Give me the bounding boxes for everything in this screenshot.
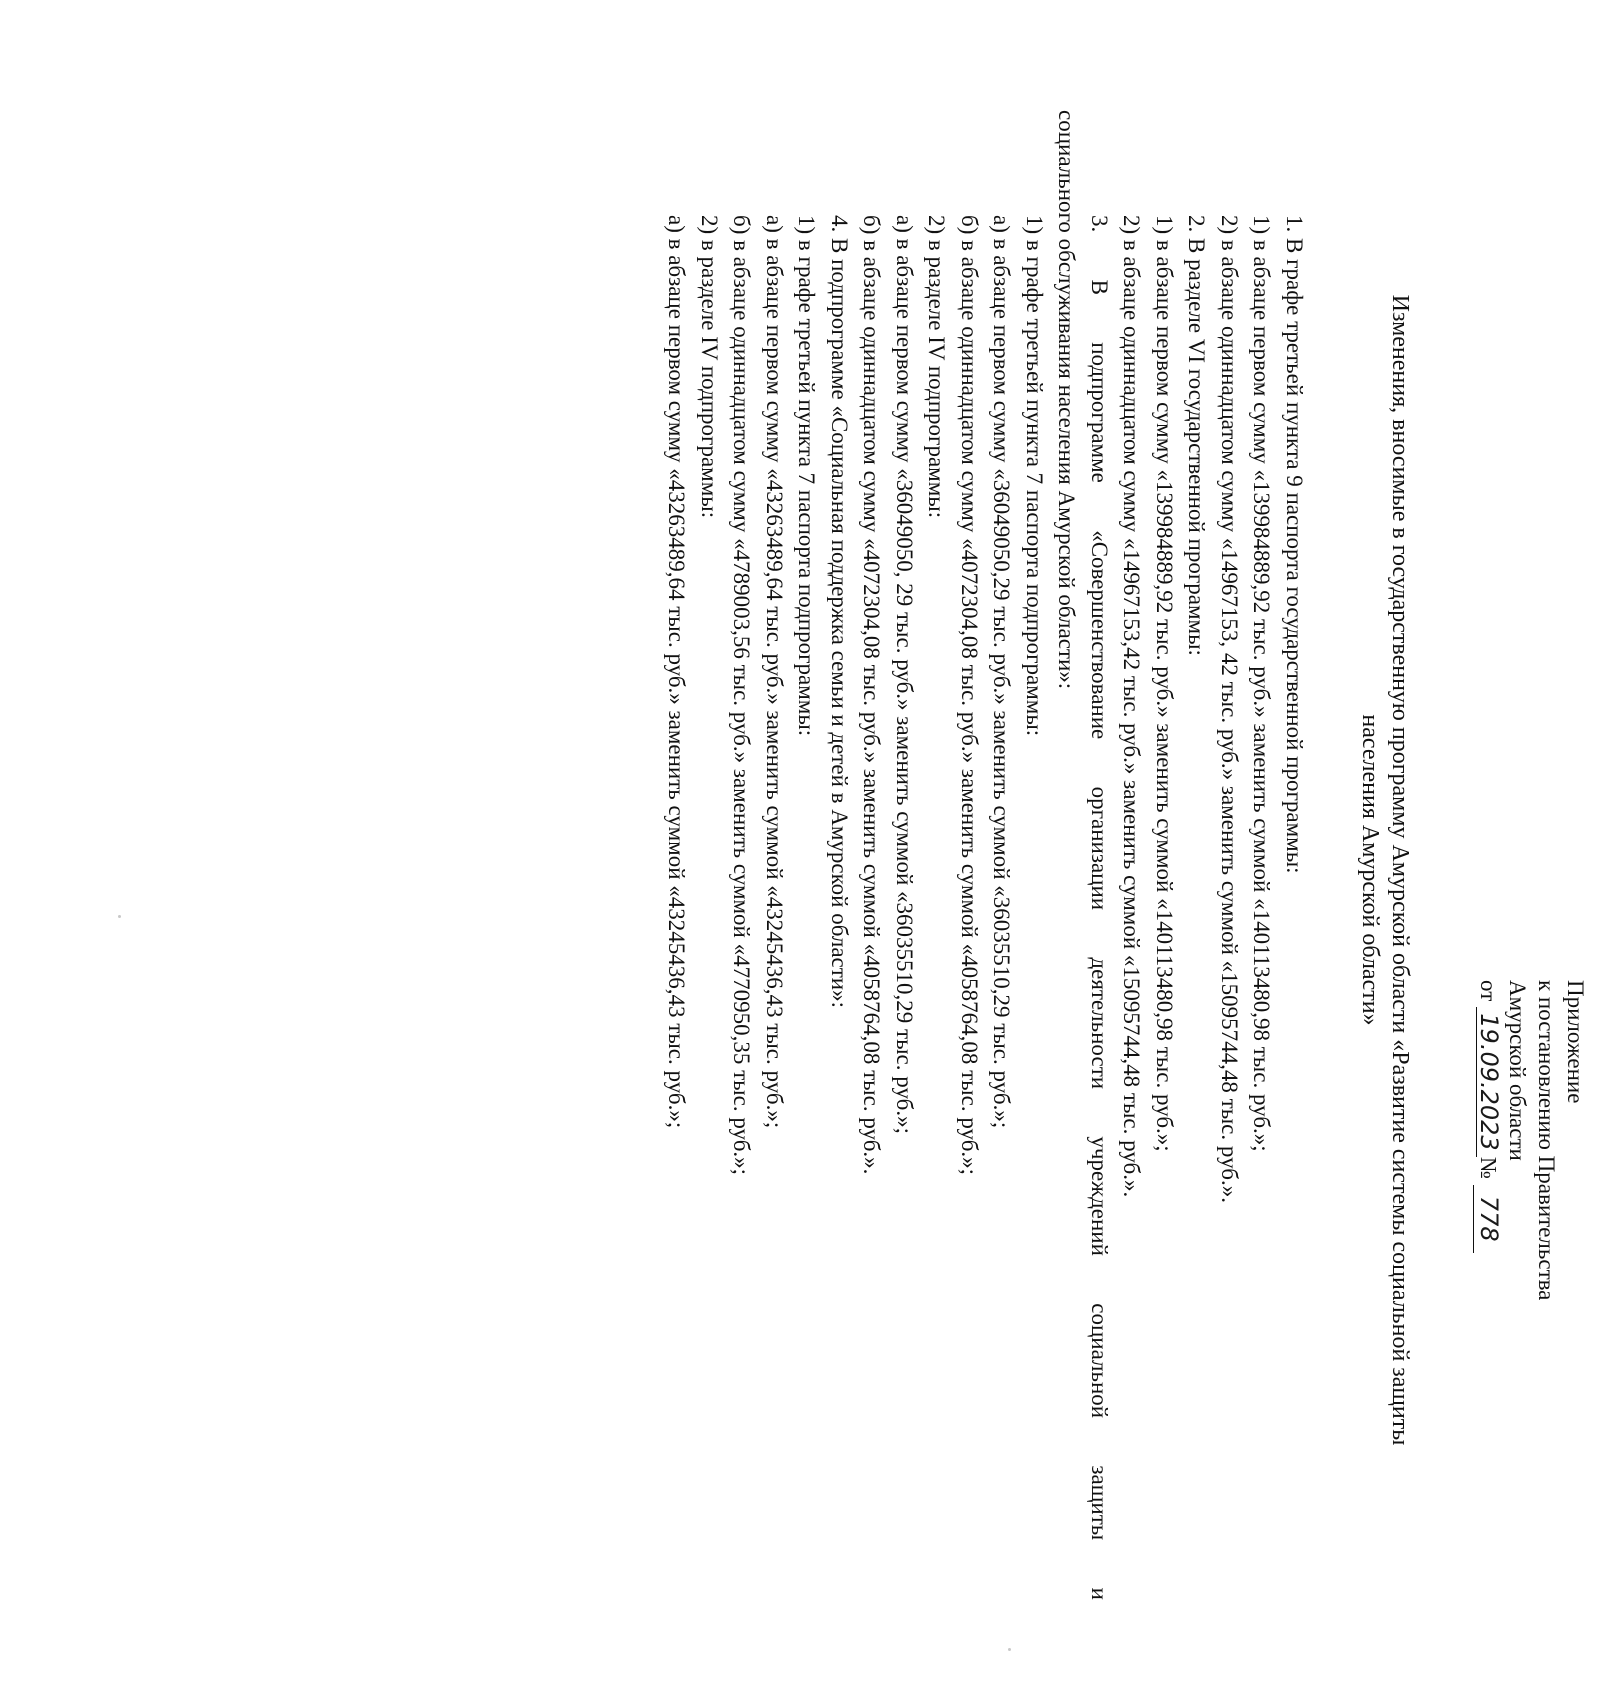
word: подпрограмме xyxy=(1087,342,1112,483)
body-line-justified xyxy=(1083,110,1116,1600)
body-line: а) в абзаце первом сумму «36049050, 29 тыс. руб.» заменить суммой «36035510,29 тыс. руб.»; xyxy=(892,215,917,1134)
body-line: 4. В подпрограмме «Социальная поддержка семьи и детей в Амурской области»: xyxy=(827,215,852,1008)
word: и xyxy=(1087,1587,1112,1600)
approval-date: 19.09.2023 xyxy=(1476,1007,1501,1157)
body-line: б) в абзаце одиннадцатом сумму «4072304,08 тыс. руб.» заменить суммой «4058764,08 тыс. руб.»; xyxy=(957,215,982,1176)
body-line: а) в абзаце первом сумму «43263489,64 тыс. руб.» заменить суммой «43245436,43 тыс. руб.»; xyxy=(762,215,787,1129)
body-line: 2) в абзаце одиннадцатом сумму «14967153,42 тыс. руб.» заменить суммой «15095744,48 тыс. руб.». xyxy=(1119,215,1145,1198)
approval-date-line xyxy=(1473,980,1503,1580)
document-page xyxy=(620,110,1600,1600)
body-line: 2) в разделе IV подпрограммы: xyxy=(924,215,950,519)
word: «Совершенствование xyxy=(1087,530,1112,740)
body-line: 1) в абзаце первом сумму «139984889,92 тыс. руб.» заменить суммой «140113480,98 тыс. руб.»; xyxy=(1249,215,1275,1152)
rotated-scan xyxy=(620,110,1600,1600)
body-line: 1) в графе третьей пункта 7 паспорта подпрограммы: xyxy=(1022,215,1047,737)
approval-number: 778 xyxy=(1473,1185,1503,1253)
body-line: 2) в абзаце одиннадцатом сумму «14967153, 42 тыс. руб.» заменить суммой «15095744,48 тыс. руб.». xyxy=(1217,215,1242,1203)
word: социальной xyxy=(1087,1303,1112,1419)
word: деятельности xyxy=(1087,957,1112,1090)
body-line: 1) в абзаце первом сумму «139984889,92 тыс. руб.» заменить суммой «140113480,98 тыс. руб.»; xyxy=(1152,215,1177,1152)
title-line-2: населения Амурской области» xyxy=(1357,714,1383,1026)
word: защиты xyxy=(1087,1465,1112,1541)
body-line: социального обслуживания населения Амурской области»: xyxy=(1054,110,1080,690)
document-body xyxy=(660,110,1310,1600)
approval-block xyxy=(1473,980,1590,1580)
approval-line-resolution: к постановлению Правительства xyxy=(1534,980,1559,1301)
body-line: б) в абзаце одиннадцатом сумму «4789003,56 тыс. руб.» заменить суммой «4770950,35 тыс. руб.»; xyxy=(729,215,755,1176)
word: организации xyxy=(1087,786,1112,911)
body-line: б) в абзаце одиннадцатом сумму «4072304,08 тыс. руб.» заменить суммой «4058764,08 тыс. руб.». xyxy=(859,215,885,1175)
approval-number-label: № xyxy=(1476,1157,1501,1179)
scan-speck xyxy=(118,915,121,918)
title-line-1: Изменения, вносимые в государственную программу Амурской области «Развитие системы социальной защиты xyxy=(1387,294,1413,1446)
word: В xyxy=(1087,279,1112,295)
body-line: а) в абзаце первом сумму «36049050,29 тыс. руб.» заменить суммой «36035510,29 тыс. руб.»; xyxy=(989,215,1015,1129)
document-title xyxy=(1355,110,1415,1630)
approval-line-appendix: Приложение xyxy=(1563,980,1588,1104)
body-line: 2) в разделе IV подпрограммы: xyxy=(697,215,722,519)
body-line: 2. В разделе VI государственной программы: xyxy=(1184,215,1210,656)
scan-speck xyxy=(1008,1648,1011,1651)
body-line: 1) в графе третьей пункта 7 паспорта подпрограммы: xyxy=(794,215,820,737)
word: 3. xyxy=(1087,215,1112,233)
body-line: а) в абзаце первом сумму «43263489,64 тыс. руб.» заменить суммой «43245436,43 тыс. руб.»; xyxy=(664,215,690,1129)
approval-line-region: Амурской области xyxy=(1505,980,1530,1161)
approval-from-label: от xyxy=(1476,980,1501,1002)
body-line: 1. В графе третьей пункта 9 паспорта государственной программы: xyxy=(1282,215,1307,874)
word: учреждений xyxy=(1087,1136,1112,1256)
